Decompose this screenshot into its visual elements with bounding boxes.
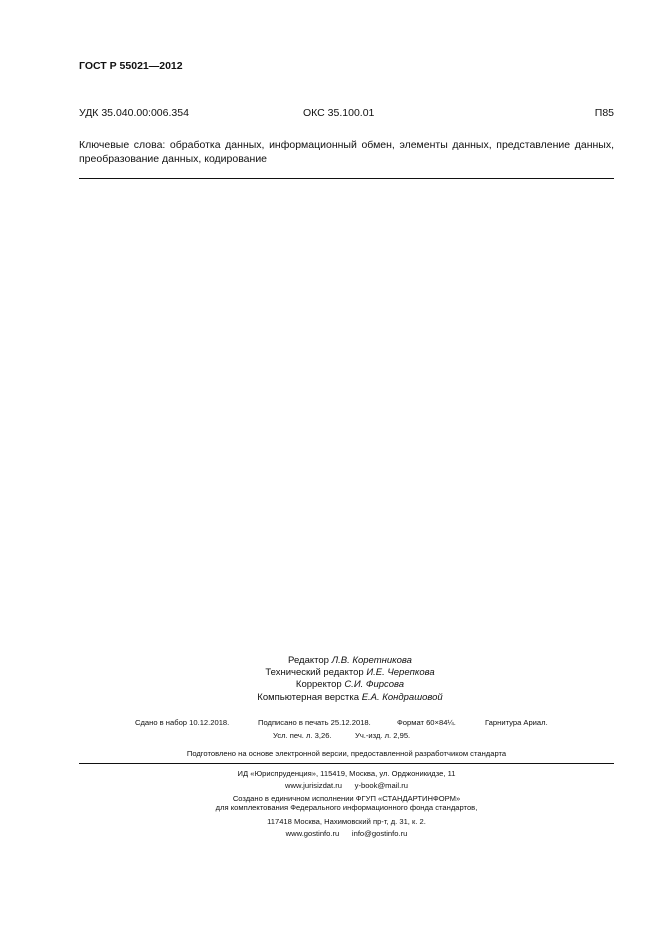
address-line: 117418 Москва, Нахимовский пр-т, д. 31, к. 2. [267, 817, 426, 826]
gostinfo-web: www.gostinfo.ru info@gostinfo.ru [285, 829, 408, 838]
publisher-web: www.jurisizdat.ru y-book@mail.ru [285, 781, 408, 790]
credit-proofreader [150, 679, 550, 691]
typeface: Гарнитура Ариал. [485, 718, 548, 727]
credit-editor [150, 655, 550, 667]
publisher-line: ИД «Юриспруденция», 115419, Москва, ул. Орджоникидзе, 11 [237, 769, 456, 778]
credits-block [150, 655, 550, 704]
document-code: ГОСТ Р 55021—2012 [79, 60, 183, 72]
credit-name: Л.В. Коретникова [331, 655, 412, 666]
keywords-paragraph: Ключевые слова: обработка данных, информационный обмен, элементы данных, представление данных, преобразование данных, кодирование [79, 139, 614, 165]
credit-tech-editor [150, 667, 550, 679]
submitted-date: Сдано в набор 10.12.2018. [135, 718, 230, 727]
print-sheets: Усл. печ. л. 3,26. [273, 731, 332, 740]
credit-role: Технический редактор [265, 667, 364, 679]
prepared-note: Подготовлено на основе электронной версии, предоставленной разработчиком стандарта [186, 749, 507, 758]
okp-code: П85 [594, 107, 614, 119]
created-line-1: Создано в единичном исполнении ФГУП «СТАНДАРТИНФОРМ» [232, 794, 461, 803]
edit-sheets: Уч.-изд. л. 2,95. [355, 731, 411, 740]
credit-role: Редактор [288, 655, 329, 666]
signed-date: Подписано в печать 25.12.2018. [258, 718, 371, 727]
credit-role: Компьютерная верстка [257, 691, 360, 703]
credit-name: Е.А. Кондрашовой [361, 691, 443, 703]
credit-name: С.И. Фирсова [344, 679, 405, 691]
udk-code: УДК 35.040.00:006.354 [79, 107, 189, 119]
oks-code: ОКС 35.100.01 [303, 107, 375, 119]
divider-top [79, 178, 614, 179]
classification-row [79, 107, 614, 121]
credit-role: Корректор [295, 679, 342, 691]
credit-layout [150, 692, 550, 704]
credit-name: И.Е. Черепкова [366, 667, 435, 679]
divider-bottom [79, 763, 614, 764]
paper-format: Формат 60×84¼. [397, 718, 456, 727]
created-line-2: для комплектования Федерального информационного фонда стандартов, [215, 803, 478, 812]
